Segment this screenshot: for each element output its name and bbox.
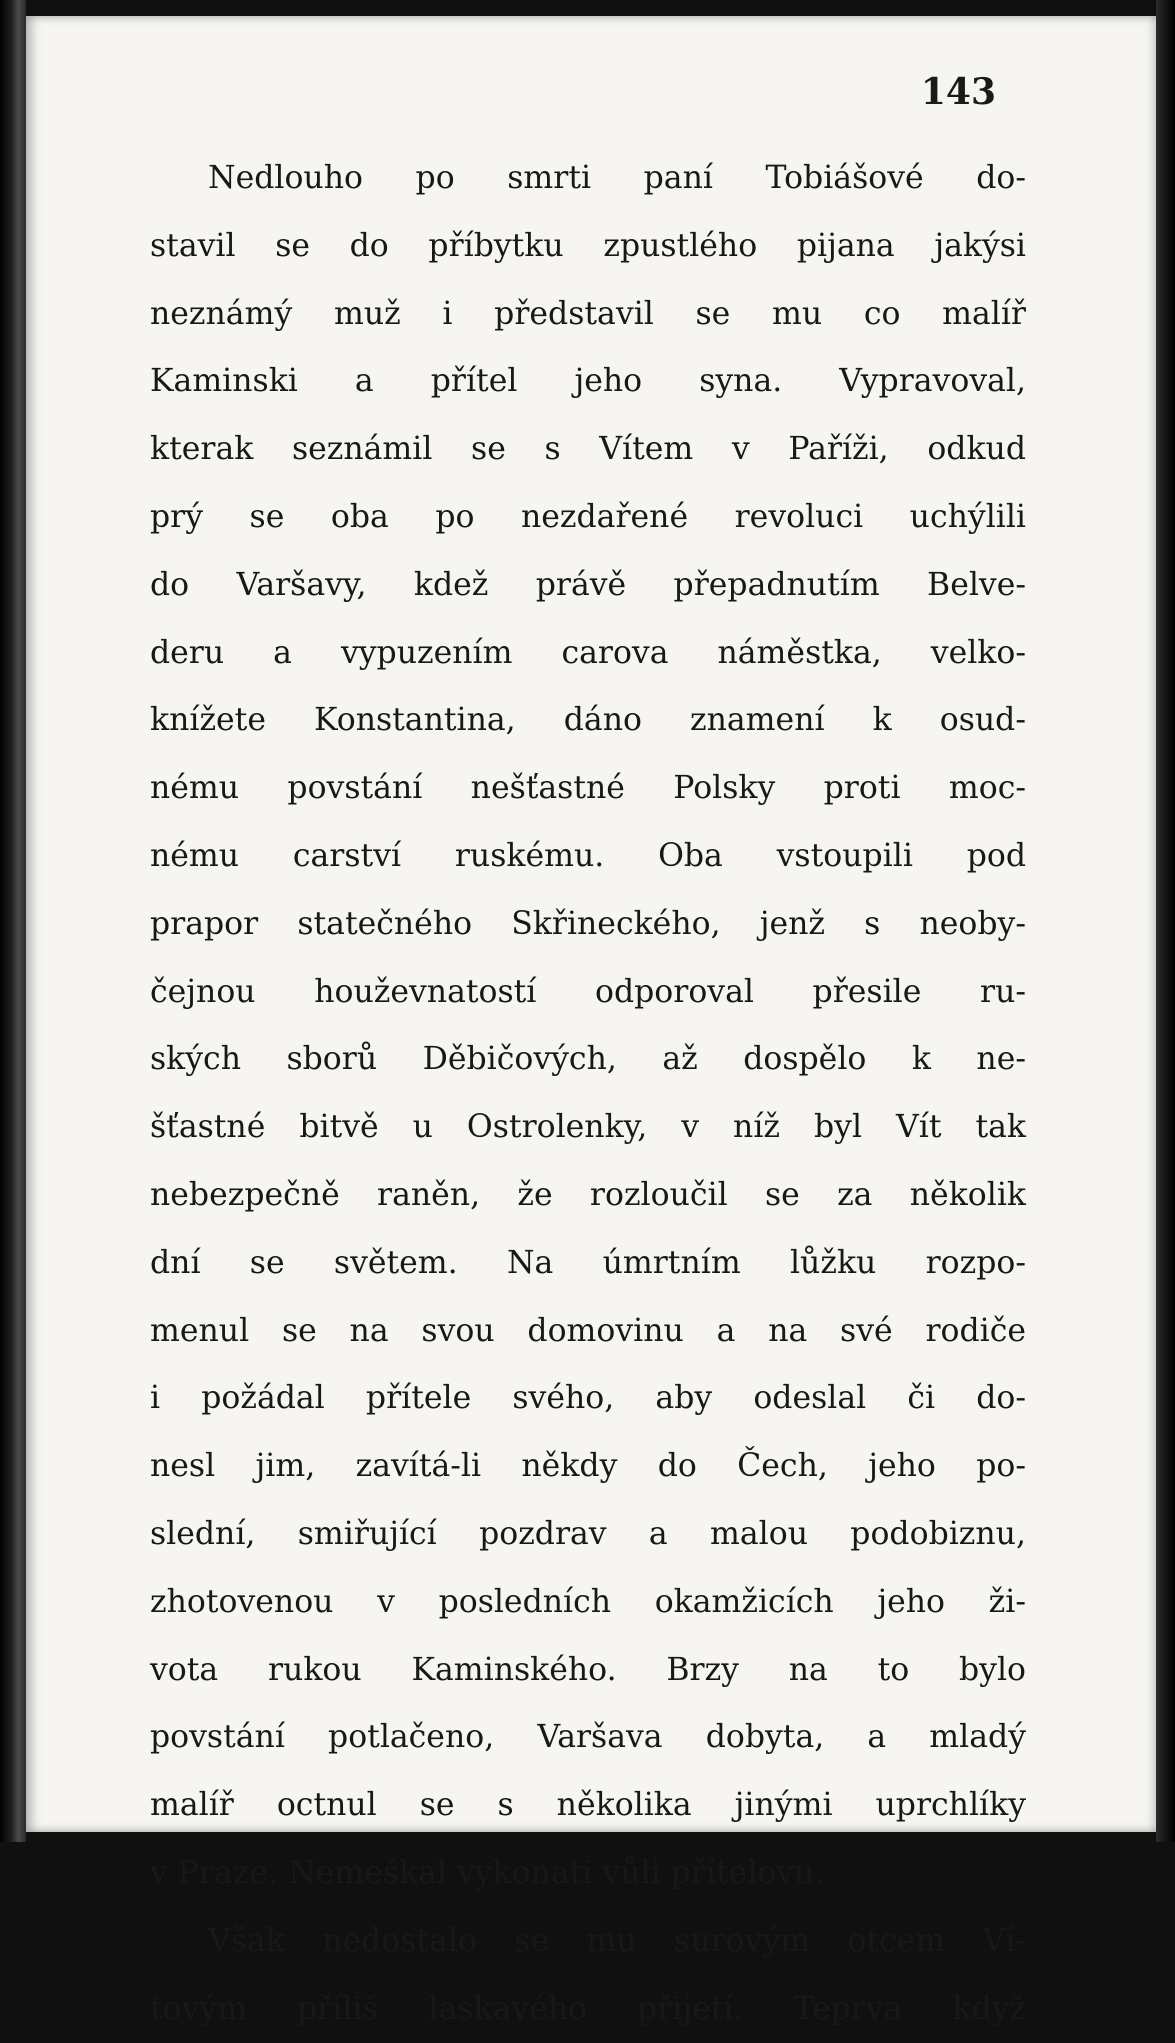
text-line: Však nedostalo se mu surovým otcem Ví- (208, 1922, 1026, 1959)
text-line: šťastné bitvě u Ostrolenky, v níž byl Vít tak (150, 1109, 1026, 1146)
right-page-edge (1156, 0, 1175, 1842)
text-line: dní se světem. Na úmrtním lůžku rozpo- (150, 1244, 1026, 1281)
text-line: povstání potlačeno, Varšava dobyta, a mladý (150, 1719, 1026, 1756)
text-line: nebezpečně raněn, že rozloučil se za několik (150, 1176, 1026, 1213)
text-line: stavil se do příbytku zpustlého pijana jakýsi (150, 227, 1026, 264)
text-line: ských sborů Děbičových, až dospělo k ne- (150, 1041, 1026, 1078)
text-line: neznámý muž i představil se mu co malíř (150, 295, 1026, 332)
text-line: vota rukou Kaminského. Brzy na to bylo (150, 1651, 1026, 1688)
text-line: kterak seznámil se s Vítem v Paříži, odkud (150, 431, 1026, 468)
text-line: nému carství ruskému. Oba vstoupili pod (150, 837, 1026, 874)
text-line: do Varšavy, kdež právě přepadnutím Belve- (150, 566, 1026, 603)
text-line: čejnou houževnatostí odporoval přesile ru- (150, 973, 1026, 1010)
text-line: menul se na svou domovinu a na své rodiče (150, 1312, 1026, 1349)
text-line: v Praze. Nemeškal vykonati vůli přítelovu. (150, 1854, 825, 1891)
text-line: deru a vypuzením carova náměstka, velko- (150, 634, 1026, 671)
text-line: Nedlouho po smrti paní Tobiášové do- (208, 160, 1026, 196)
text-line: nesl jim, zavítá-li někdy do Čech, jeho po- (150, 1448, 1026, 1485)
text-line: prapor statečného Skřineckého, jenž s neoby- (150, 905, 1026, 942)
page-paper (26, 16, 1156, 2027)
text-line: malíř octnul se s několika jinými uprchlíky (150, 1787, 1026, 1824)
text-line: Kaminski a přítel jeho syna. Vypravoval, (150, 363, 1026, 400)
book-spine (0, 0, 26, 1842)
text-line: slední, smiřující pozdrav a malou podobiznu, (150, 1515, 1026, 1552)
text-line: tovým příliš laskavého přijetí. Teprva když (150, 1990, 1026, 2027)
text-line: zhotovenou v posledních okamžicích jeho ži- (150, 1583, 1026, 1620)
text-line: i požádal přítele svého, aby odeslal či do- (150, 1380, 1026, 1417)
text-line: prý se oba po nezdařené revoluci uchýlili (150, 498, 1026, 535)
text-line: nému povstání nešťastné Polsky proti moc- (150, 770, 1026, 807)
body-text (150, 145, 1026, 2043)
page-number: 143 (920, 71, 996, 113)
text-line: knížete Konstantina, dáno znamení k osud- (150, 702, 1026, 739)
